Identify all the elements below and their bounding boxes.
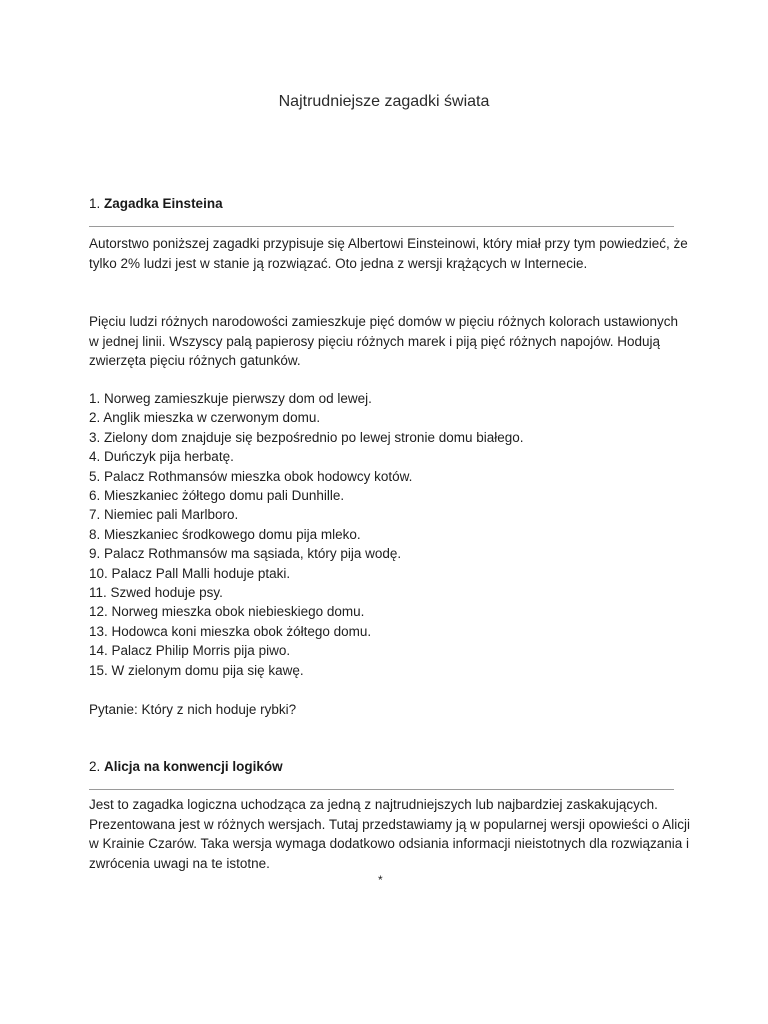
clue-item: 11. Szwed hoduje psy. — [89, 585, 223, 601]
clue-item: 9. Palacz Rothmansów ma sąsiada, który pija wodę. — [89, 546, 402, 562]
section-2-number: 2. — [89, 759, 101, 774]
section-1-title: Zagadka Einsteina — [104, 196, 223, 211]
clue-item: 2. Anglik mieszka w czerwonym domu. — [89, 410, 321, 426]
clue-item: 6. Mieszkaniec żółtego domu pali Dunhille. — [89, 488, 345, 504]
section-1-heading — [89, 196, 223, 211]
section-2-heading — [89, 759, 283, 774]
section-1-number: 1. — [89, 196, 101, 211]
clue-item: 12. Norweg mieszka obok niebieskiego domu. — [89, 604, 365, 620]
clue-item: 4. Duńczyk pija herbatę. — [89, 449, 234, 465]
section-2-title: Alicja na konwencji logików — [104, 759, 283, 774]
clue-item: 10. Palacz Pall Malli hoduje ptaki. — [89, 565, 291, 581]
clue-item: 1. Norweg zamieszkuje pierwszy dom od lewej. — [89, 391, 372, 406]
section-1-question: Pytanie: Który z nich hoduje rybki? — [89, 702, 297, 717]
document-title: Najtrudniejsze zagadki świata — [278, 93, 490, 110]
clue-item: 14. Palacz Philip Morris pija piwo. — [89, 643, 291, 659]
section-2-divider — [89, 789, 674, 790]
section-separator: * — [378, 873, 383, 887]
section-2-intro: Jest to zagadka logiczna uchodząca za jedną z najtrudniejszych lub najbardziej zaskakujących. Prezentowana jest w różnych wersjach. Tutaj przedstawiamy ją w popularnej wersji opowieści o Alicji w Krainie Czarów. Taka wersja wymaga dodatkowo odsiania informacji nieistotnych dla rozwiązania i zwrócenia uwagi na te istotne. — [89, 797, 691, 871]
clue-item: 5. Palacz Rothmansów mieszka obok hodowcy kotów. — [89, 468, 413, 484]
section-1-setup: Pięciu ludzi różnych narodowości zamieszkuje pięć domów w pięciu różnych kolorach ustawionych w jednej linii. Wszyscy palą papierosy pięciu różnych marek i piją pięć różnych napojów. Hodują zwierzęta pięciu różnych gatunków. — [89, 314, 679, 368]
clue-item: 8. Mieszkaniec środkowego domu pija mleko. — [89, 526, 361, 542]
section-1-divider — [89, 226, 674, 227]
clue-item: 15. W zielonym domu pija się kawę. — [89, 662, 304, 678]
clue-item: 3. Zielony dom znajduje się bezpośrednio po lewej stronie domu białego. — [89, 429, 524, 445]
clue-list — [89, 389, 689, 680]
section-1-intro: Autorstwo poniższej zagadki przypisuje się Albertowi Einsteinowi, który miał przy tym powiedzieć, że tylko 2% ludzi jest w stanie ją rozwiązać. Oto jedna z wersji krążących w Internecie. — [89, 236, 688, 271]
clue-item: 13. Hodowca koni mieszka obok żółtego domu. — [89, 623, 372, 639]
clue-item: 7. Niemiec pali Marlboro. — [89, 507, 239, 523]
